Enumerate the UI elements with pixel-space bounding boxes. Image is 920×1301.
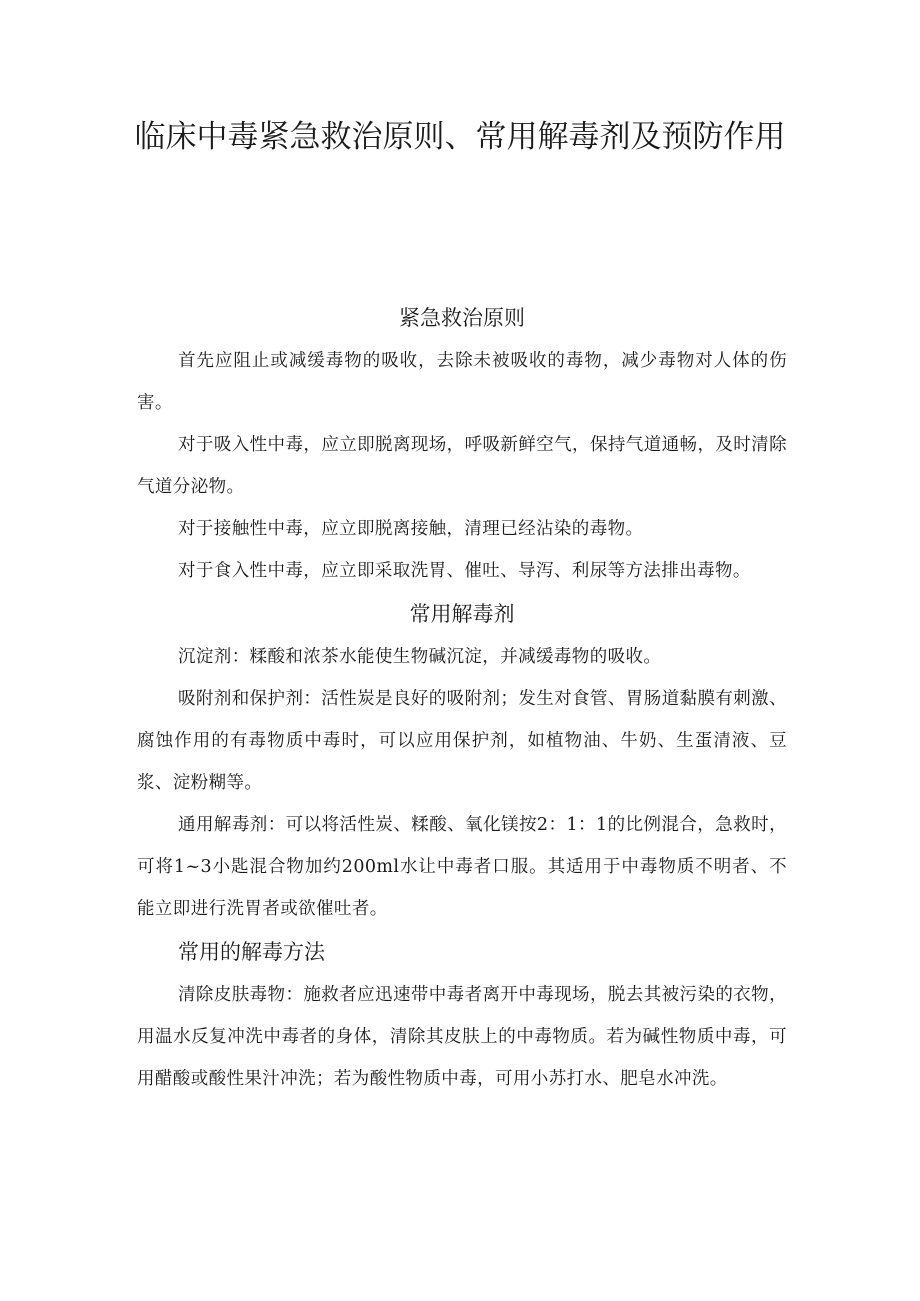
section-heading-detox-methods: 常用的解毒方法 [178,940,325,964]
document-body [137,296,787,1100]
paragraph: 对于食入性中毒，应立即采取洗胃、催吐、导泻、利尿等方法排出毒物。 [178,561,751,581]
document-title: 临床中毒紧急救治原则、常用解毒剂及预防作用 [134,119,786,155]
paragraph: 沉淀剂：糅酸和浓茶水能使生物碱沉淀，并减缓毒物的吸收。 [178,647,662,667]
paragraph: 首先应阻止或减缓毒物的吸收，去除未被吸收的毒物，减少毒物对人体的伤害。 [137,351,787,413]
paragraph: 对于接触性中毒，应立即脱离接触，清理已经沾染的毒物。 [178,519,644,539]
paragraph: 吸附剂和保护剂：活性炭是良好的吸附剂；发生对食管、胃肠道黏膜有刺激、腐蚀作用的有毒物质中毒时，可以应用保护剂，如植物油、牛奶、生蛋清液、豆浆、淀粉糊等。 [137,689,787,793]
paragraph: 通用解毒剂：可以将活性炭、糅酸、氧化镁按2：1：1的比例混合，急救时，可将1~3小匙混合物加约200ml水让中毒者口服。其适用于中毒物质不明者、不能立即进行洗胃者或欲催吐者。 [137,815,787,919]
section-heading-common-antidotes: 常用解毒剂 [409,602,515,626]
paragraph: 对于吸入性中毒，应立即脱离现场，呼吸新鲜空气，保持气道通畅，及时清除气道分泌物。 [137,435,787,497]
section-heading-emergency-principles: 紧急救治原则 [399,306,525,330]
paragraph: 清除皮肤毒物：施救者应迅速带中毒者离开中毒现场，脱去其被污染的衣物，用温水反复冲洗中毒者的身体，清除其皮肤上的中毒物质。若为碱性物质中毒，可用醋酸或酸性果汁冲洗；若为酸性物质中毒，可用小苏打水、肥皂水冲洗。 [137,985,787,1089]
